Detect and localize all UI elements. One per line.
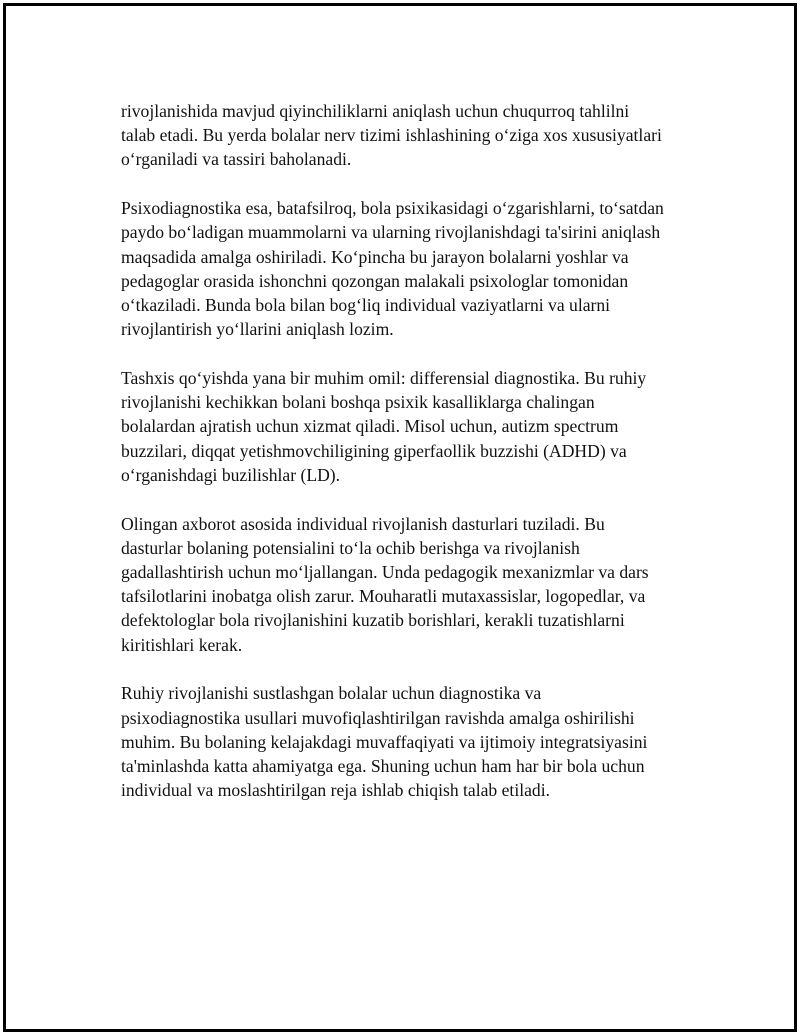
text-line: defektologlar bola rivojlanishini kuzatib borishlari, kerakli tuzatishlarni (121, 610, 625, 631)
paragraph-2 (121, 196, 711, 341)
text-line: Ruhiy rivojlanishi sustlashgan bolalar uchun diagnostika va (121, 683, 542, 704)
text-line: rivojlantirish yo‘llarini aniqlash lozim. (121, 319, 394, 340)
text-line: o‘tkaziladi. Bunda bola bilan bog‘liq individual vaziyatlarni va ularni (121, 295, 611, 316)
paragraph-5 (121, 681, 711, 802)
text-line: tafsilotlarini inobatga olish zarur. Mouharatli mutaxassislar, logopedlar, va (121, 586, 646, 607)
text-line: rivojlanishida mavjud qiyinchiliklarni aniqlash uchun chuqurroq tahlilni (121, 101, 630, 121)
text-line: pedagoglar orasida ishonchni qozongan malakali psixologlar tomonidan (121, 270, 629, 291)
page-frame (3, 3, 797, 1032)
text-line: rivojlanishi kechikkan bolani boshqa psixik kasalliklarga chalingan (121, 392, 595, 413)
document-body (121, 99, 711, 827)
text-line: bolalardan ajratish uchun xizmat qiladi. Misol uchun, autizm spectrum (121, 416, 619, 437)
text-line: talab etadi. Bu yerda bolalar nerv tizimi ishlashining o‘ziga xos xususiyatlari (121, 125, 662, 146)
text-line: gadallashtirish uchun mo‘ljallangan. Unda pedagogik mexanizmlar va dars (121, 562, 649, 583)
paragraph-1 (121, 99, 711, 172)
paragraph-4 (121, 512, 711, 657)
text-line: paydo bo‘ladigan muammolarni va ularning rivojlanishdagi ta'sirini aniqlash (121, 222, 661, 243)
text-line: buzzilari, diqqat yetishmovchiligining giperfaollik buzzishi (ADHD) va (121, 440, 627, 461)
text-line: dasturlar bolaning potensialini to‘la ochib berishga va rivojlanish (121, 537, 580, 558)
text-line: o‘rganishdagi buzilishlar (LD). (121, 464, 341, 485)
text-line: kiritishlari kerak. (121, 634, 243, 655)
text-line: o‘rganiladi va tassiri baholanadi. (121, 149, 352, 170)
text-line: Psixodiagnostika esa, batafsilroq, bola psixikasidagi o‘zgarishlarni, to‘satdan (121, 198, 664, 219)
text-line: Tashxis qo‘yishda yana bir muhim omil: differensial diagnostika. Bu ruhiy (121, 368, 647, 389)
text-line: ta'minlashda katta ahamiyatga ega. Shuning uchun ham har bir bola uchun (121, 756, 645, 777)
text-line: Olingan axborot asosida individual rivojlanish dasturlari tuziladi. Bu (121, 513, 605, 534)
text-line: individual va moslashtirilgan reja ishlab chiqish talab etiladi. (121, 780, 550, 801)
text-line: psixodiagnostika usullari muvofiqlashtirilgan ravishda amalga oshirilishi (121, 707, 635, 728)
text-line: maqsadida amalga oshiriladi. Ko‘pincha bu jarayon bolalarni yoshlar va (121, 246, 629, 267)
text-line: muhim. Bu bolaning kelajakdagi muvaffaqiyati va ijtimoiy integratsiyasini (121, 731, 648, 752)
paragraph-3 (121, 366, 711, 487)
